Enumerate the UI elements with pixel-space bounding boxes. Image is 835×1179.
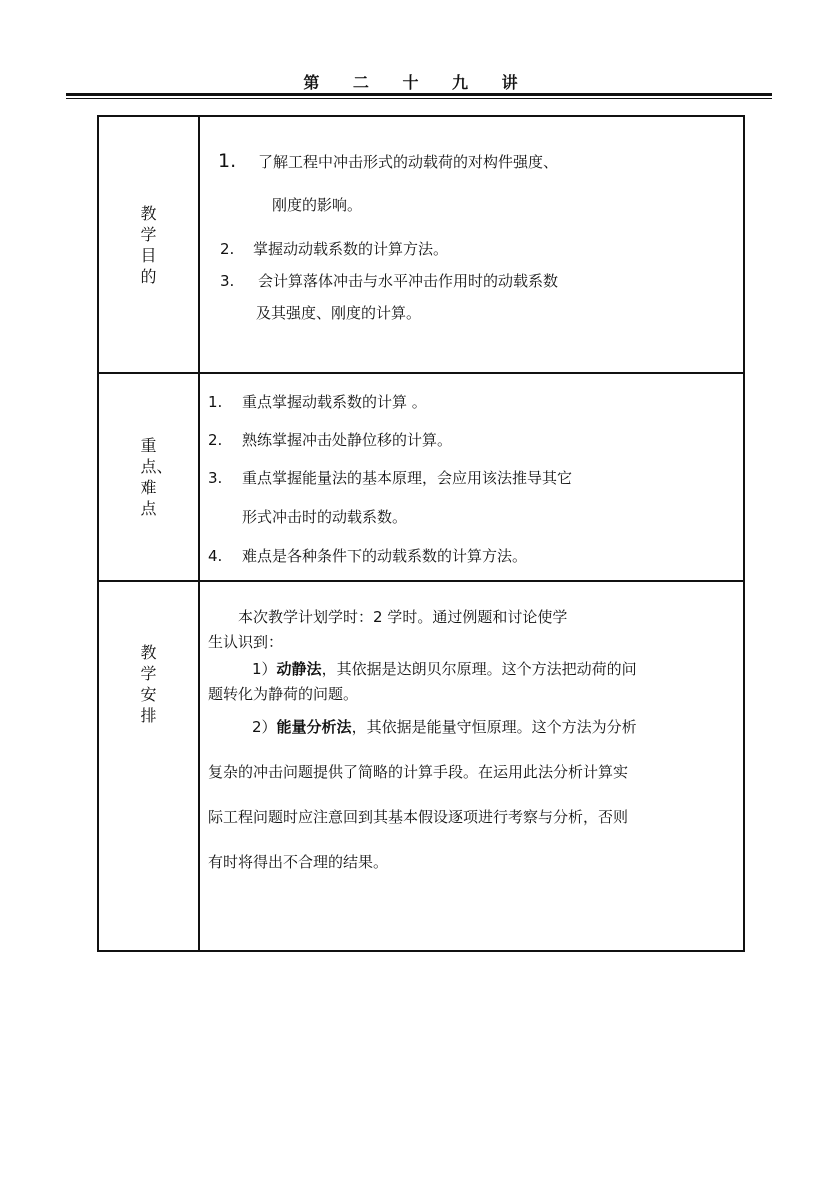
lecture-title: 第 二 十 九 讲 <box>303 73 532 92</box>
key-item-4: 4. 难点是各种条件下的动载系数的计算方法。 <box>208 547 528 565</box>
content-teaching-plan <box>200 582 743 950</box>
plan-method-1: 1）动静法，其依据是达朗贝尔原理。这个方法把动荷的问 <box>252 660 637 678</box>
plan-method-2-cont-2: 际工程问题时应注意回到其基本假设逐项进行考察与分析，否则 <box>208 808 629 826</box>
plan-method-2-cont-3: 有时将得出不合理的结果。 <box>208 853 389 871</box>
lesson-plan-table <box>97 115 745 952</box>
key-item-3-cont: 形式冲击时的动载系数。 <box>242 508 408 526</box>
method-name-dynamic-static: 动静法 <box>276 660 322 678</box>
goal-item-3: 3. 会计算落体冲击与水平冲击作用时的动载系数 <box>220 272 559 290</box>
content-teaching-goals <box>200 117 743 372</box>
header-rule-thin <box>66 98 772 99</box>
key-item-1: 1. 重点掌握动载系数的计算 。 <box>208 393 427 411</box>
plan-method-2: 2）能量分析法，其依据是能量守恒原理。这个方法为分析 <box>252 718 637 736</box>
plan-intro-line-2: 生认识到： <box>208 633 284 651</box>
header-rule-thick <box>66 93 772 96</box>
goal-item-1-cont: 刚度的影响。 <box>272 196 363 214</box>
plan-intro-line-1: 本次教学计划学时：2 学时。通过例题和讨论使学 <box>238 608 568 626</box>
row-teaching-goals <box>99 117 743 374</box>
row-key-points <box>99 374 743 582</box>
plan-method-1-cont: 题转化为静荷的问题。 <box>208 685 359 703</box>
label-cell-key-points <box>99 374 200 580</box>
goal-item-2: 2. 掌握动动载系数的计算方法。 <box>220 240 449 258</box>
label-teaching-plan: 教学安排 <box>140 643 157 725</box>
key-item-3: 3. 重点掌握能量法的基本原理，会应用该法推导其它 <box>208 469 573 487</box>
row-teaching-plan <box>99 582 743 950</box>
key-item-2: 2. 熟练掌握冲击处静位移的计算。 <box>208 431 453 449</box>
label-teaching-goals: 教学目的 <box>140 203 157 286</box>
content-key-points <box>200 374 743 580</box>
plan-method-2-cont-1: 复杂的冲击问题提供了简略的计算手段。在运用此法分析计算实 <box>208 763 629 781</box>
goal-item-3-cont: 及其强度、刚度的计算。 <box>256 304 422 322</box>
label-cell-goals <box>99 117 200 372</box>
label-key-points: 重点、难点 <box>140 436 173 518</box>
method-name-energy: 能量分析法 <box>276 718 352 736</box>
label-cell-plan <box>99 582 200 950</box>
goal-item-1: 1. 了解工程中冲击形式的动载荷的对构件强度、 <box>218 150 559 172</box>
